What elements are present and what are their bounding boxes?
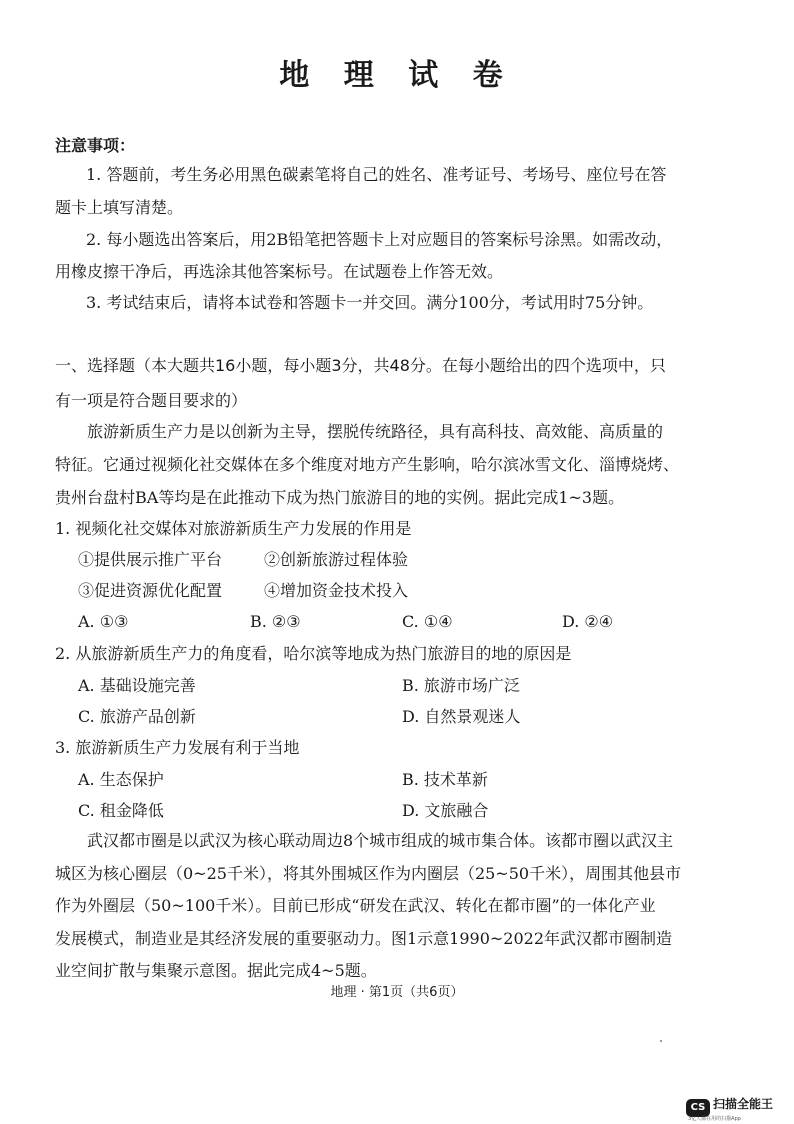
question-stem: 3. 旅游新质生产力发展有利于当地: [55, 738, 300, 757]
options-row: [0, 676, 794, 700]
section-heading: 有一项是符合题目要求的）: [55, 391, 248, 410]
statement-item: ②创新旅游过程体验: [264, 550, 409, 569]
option-b: B. 旅游市场广泛: [402, 676, 520, 695]
option-a: A. ①③: [78, 612, 129, 631]
option-c: C. ①④: [402, 612, 453, 631]
option-d: D. 文旅融合: [402, 801, 489, 820]
watermark-tagline: 3亿人都在用的扫描App: [688, 1116, 741, 1122]
question-stem: 2. 从旅游新质生产力的角度看，哈尔滨等地成为热门旅游目的地的原因是: [55, 644, 572, 663]
options-row: [0, 801, 794, 825]
passage-line: 武汉都市圈是以武汉为核心联动周边8个城市组成的城市集合体。该都市圈以武汉主: [87, 831, 674, 850]
option-d: D. ②④: [562, 612, 614, 631]
option-b: B. 技术革新: [402, 770, 488, 789]
notice-line: 用橡皮擦干净后，再选涂其他答案标号。在试题卷上作答无效。: [55, 262, 504, 281]
scan-speck: [660, 1040, 662, 1042]
statement-item: ④增加资金技术投入: [264, 581, 409, 600]
page-title: 地 理 试 卷: [279, 58, 515, 93]
passage-line: 贵州台盘村BA等均是在此推动下成为热门旅游目的地的实例。据此完成1~3题。: [55, 488, 625, 507]
watermark-name: 扫描全能王: [713, 1097, 774, 1111]
statement-item: ①提供展示推广平台: [78, 550, 223, 569]
option-d: D. 自然景观迷人: [402, 707, 521, 726]
passage-line: 业空间扩散与集聚示意图。据此完成4~5题。: [55, 961, 377, 980]
notice-line: 3. 考试结束后，请将本试卷和答题卡一并交回。满分100分，考试用时75分钟。: [86, 293, 654, 312]
option-a: A. 生态保护: [78, 770, 164, 789]
passage-line: 发展模式，制造业是其经济发展的重要驱动力。图1示意1990~2022年武汉都市圈制造: [55, 929, 673, 948]
options-row: [0, 770, 794, 794]
passage-line: 旅游新质生产力是以创新为主导，摆脱传统路径，具有高科技、高效能、高质量的: [87, 422, 664, 441]
option-a: A. 基础设施完善: [78, 676, 196, 695]
passage-line: 特征。它通过视频化社交媒体在多个维度对地方产生影响，哈尔滨冰雪文化、淄博烧烤、: [55, 455, 680, 474]
statement-item: ③促进资源优化配置: [78, 581, 223, 600]
page-footer: 地理 · 第1页（共6页）: [330, 985, 464, 1000]
notice-line: 题卡上填写清楚。: [55, 198, 184, 217]
notice-line: 1. 答题前，考生务必用黑色碳素笔将自己的姓名、准考证号、考场号、座位号在答: [86, 165, 667, 184]
notice-heading: 注意事项：: [55, 136, 136, 155]
question-stem: 1. 视频化社交媒体对旅游新质生产力发展的作用是: [55, 519, 412, 538]
options-row: [0, 707, 794, 731]
option-c: C. 旅游产品创新: [78, 707, 196, 726]
section-heading: 一、选择题（本大题共16小题，每小题3分，共48分。在每小题给出的四个选项中，只: [55, 356, 666, 375]
notice-line: 2. 每小题选出答案后，用2B铅笔把答题卡上对应题目的答案标号涂黑。如需改动，: [86, 230, 673, 249]
statement-row: [0, 581, 794, 605]
scanner-watermark: [686, 1097, 786, 1121]
statement-row: [0, 550, 794, 574]
option-b: B. ②③: [250, 612, 301, 631]
camscanner-logo-icon: CS: [686, 1099, 710, 1117]
passage-line: 城区为核心圈层（0~25千米），将其外围城区作为内圈层（25~50千米），周围其他县市: [55, 864, 682, 883]
option-c: C. 租金降低: [78, 801, 164, 820]
passage-line: 作为外圈层（50~100千米）。目前已形成“研发在武汉、转化在都市圈”的一体化产业: [55, 896, 656, 915]
options-row: [0, 612, 794, 636]
